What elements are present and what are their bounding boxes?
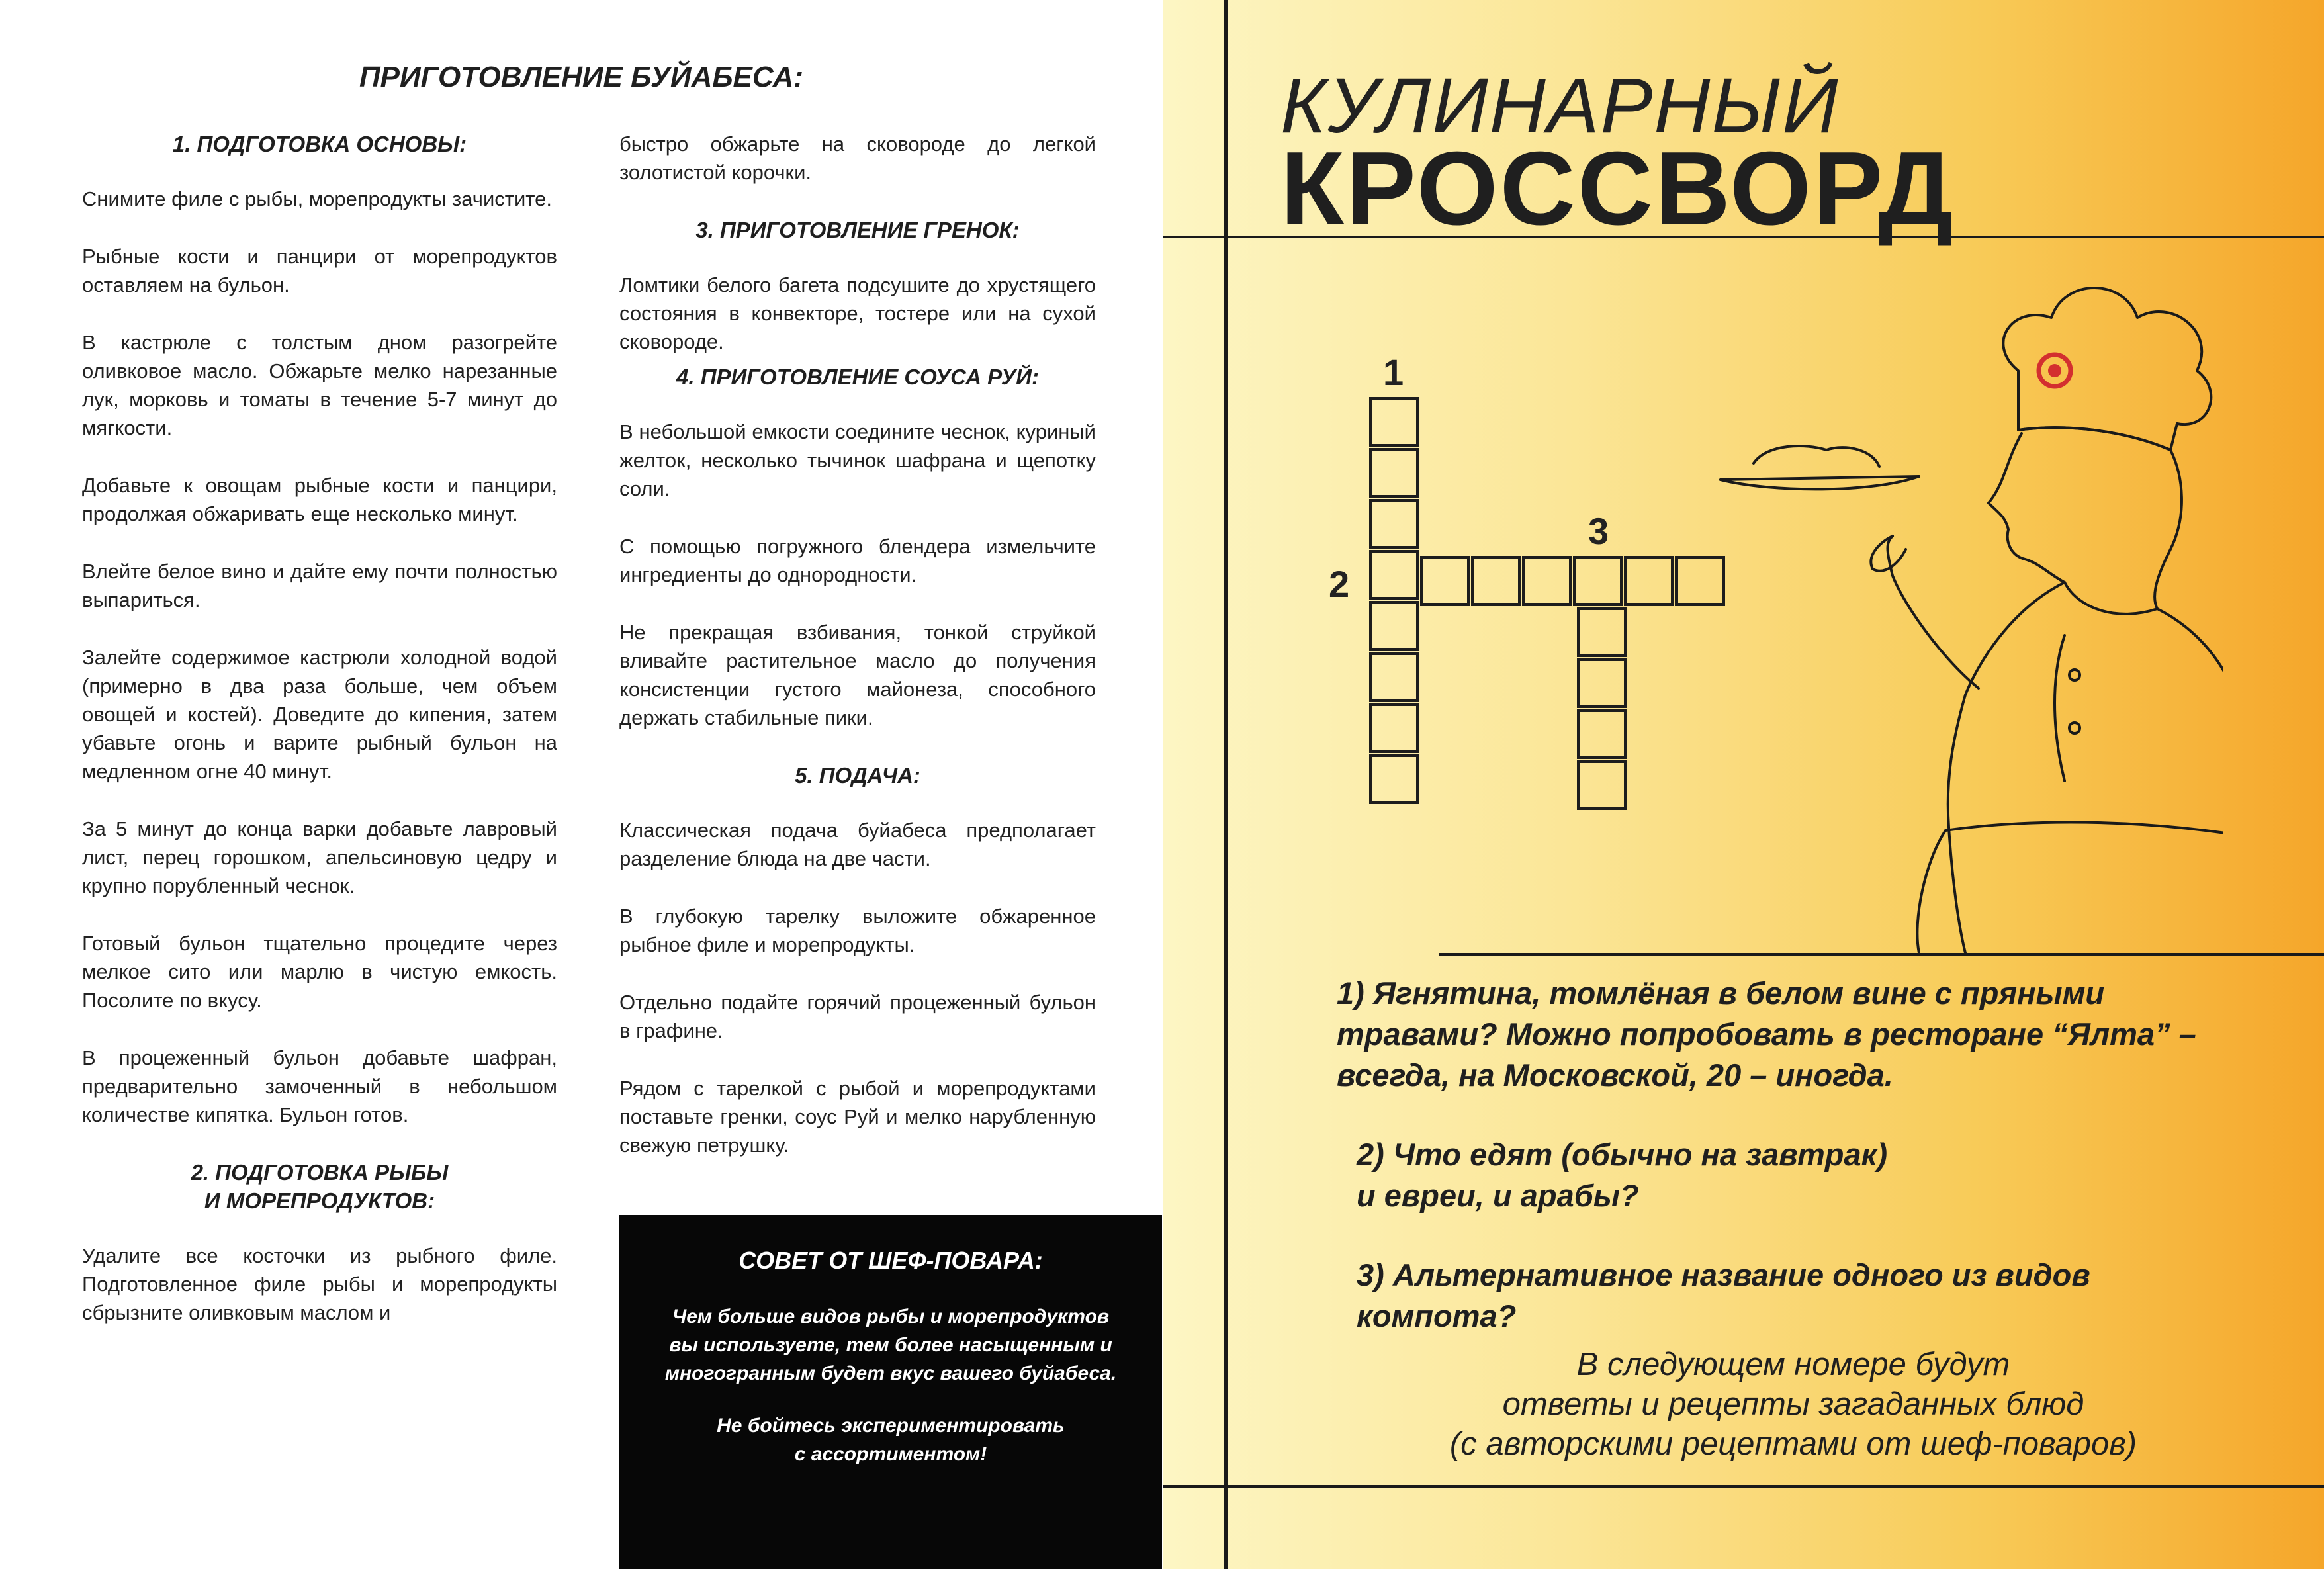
step-text: Удалите все косточки из рыбного филе. Подготовленное филе рыбы и морепродукты сбрызните оливковым маслом и: [82, 1244, 557, 1324]
step-text: Рядом с тарелкой с рыбой и морепродуктами поставьте гренки, соус Руй и мелко нарубленную свежую петрушку.: [619, 1077, 1096, 1157]
chef-illustration-icon: [1694, 265, 2223, 960]
recipe-column-2: [619, 130, 1096, 1188]
crossword-cell[interactable]: [1369, 601, 1419, 651]
step-text: Влейте белое вино и дайте ему почти полностью выпариться.: [82, 560, 557, 611]
clue-number-2: 2: [1329, 563, 1350, 605]
crossword-cell[interactable]: [1573, 556, 1623, 606]
recipe-column-1: [82, 130, 557, 1356]
question-1: 1) Ягнятина, томлёная в белом вине с пряными травами? Можно попробовать в ресторане “Ялта” – всегда, на Московской, 20 – иногда.: [1337, 975, 2196, 1093]
section-heading: 3. ПРИГОТОВЛЕНИЕ ГРЕНОК:: [695, 218, 1020, 242]
crossword-cell[interactable]: [1577, 760, 1627, 810]
tip-title: СОВЕТ ОТ ШЕФ-ПОВАРА:: [738, 1247, 1043, 1274]
clue-number-3: 3: [1588, 510, 1609, 552]
step-text: Залейте содержимое кастрюли холодной водой (примерно в два раза больше, чем объем овощей и костей). Доведите до кипения, затем убавьте огонь и варите рыбный бульон на медленном огне 40 минут.: [82, 646, 557, 783]
crossword-cell[interactable]: [1471, 556, 1521, 606]
section-heading: 4. ПРИГОТОВЛЕНИЕ СОУСА РУЙ:: [676, 365, 1039, 389]
question-2: 2) Что едят (обычно на завтрак) и евреи, и арабы?: [1357, 1137, 1888, 1213]
section-heading: 2. ПОДГОТОВКА РЫБЫ И МОРЕПРОДУКТОВ:: [191, 1160, 449, 1213]
step-text: В глубокую тарелку выложите обжаренное рыбное филе и морепродукты.: [619, 905, 1096, 956]
crossword-cell[interactable]: [1420, 556, 1470, 606]
step-text: Отдельно подайте горячий процеженный бульон в графине.: [619, 991, 1096, 1042]
step-text: Снимите филе с рыбы, морепродукты зачистите.: [82, 187, 552, 210]
crossword-questions: [1337, 973, 2250, 1375]
crossword-cell[interactable]: [1369, 550, 1419, 600]
divider-horizontal-bottom: [1163, 1485, 2324, 1488]
crossword-cell[interactable]: [1577, 607, 1627, 657]
chef-tip-box: [619, 1215, 1162, 1569]
crossword-cell[interactable]: [1369, 397, 1419, 447]
step-text: В процеженный бульон добавьте шафран, предварительно замоченный в небольшом количестве кипятка. Бульон готов.: [82, 1046, 557, 1126]
step-text: За 5 минут до конца варки добавьте лавровый лист, перец горошком, апельсиновую цедру и крупно порубленный чеснок.: [82, 817, 557, 897]
crossword-cell[interactable]: [1369, 703, 1419, 753]
crossword-cell[interactable]: [1369, 499, 1419, 549]
crossword-cell[interactable]: [1369, 754, 1419, 804]
crossword-cell[interactable]: [1369, 652, 1419, 702]
crossword-cell[interactable]: [1522, 556, 1572, 606]
crossword-cell[interactable]: [1577, 709, 1627, 759]
tip-text: Чем больше видов рыбы и морепродуктов вы используете, тем более насыщенным и многогранным будет вкус вашего буйабеса.: [664, 1306, 1117, 1384]
crossword-cell[interactable]: [1624, 556, 1674, 606]
step-text: Классическая подача буйабеса предполагает разделение блюда на две части.: [619, 819, 1096, 870]
step-text: Добавьте к овощам рыбные кости и панцири, продолжая обжаривать еще несколько минут.: [82, 474, 557, 525]
step-text: В кастрюле с толстым дном разогрейте оливковое масло. Обжарьте мелко нарезанные лук, морковь и томаты в течение 5-7 минут до мягкости.: [82, 331, 557, 439]
step-text: Ломтики белого багета подсушите до хрустящего состояния в конвекторе, тостере или на сухой сковороде.: [619, 273, 1096, 353]
crossword-cell[interactable]: [1577, 658, 1627, 708]
step-text: Не прекращая взбивания, тонкой струйкой вливайте растительное масло до получения консистенции густого майонеза, способного держать стабильные пики.: [619, 621, 1096, 729]
next-issue-note: В следующем номере будут ответы и рецепты загаданных блюд (с авторскими рецептами от шеф-поваров): [1449, 1347, 2137, 1462]
recipe-title: ПРИГОТОВЛЕНИЕ БУЙАБЕСА:: [359, 61, 804, 93]
step-text: С помощью погружного блендера измельчите ингредиенты до однородности.: [619, 535, 1096, 586]
step-text: Готовый бульон тщательно процедите через мелкое сито или марлю в чистую емкость. Посолите по вкусу.: [82, 932, 557, 1012]
crossword-title-line1: КУЛИНАРНЫЙ: [1280, 62, 1840, 150]
question-3: 3) Альтернативное название одного из видов компота?: [1357, 1257, 2090, 1333]
section-heading: 1. ПОДГОТОВКА ОСНОВЫ:: [172, 132, 467, 156]
crossword-cell[interactable]: [1369, 448, 1419, 498]
clue-number-1: 1: [1383, 351, 1404, 393]
step-text: быстро обжарьте на сковороде до легкой золотистой корочки.: [619, 132, 1096, 184]
step-text: Рыбные кости и панцири от морепродуктов оставляем на бульон.: [82, 245, 557, 296]
step-text: В небольшой емкости соедините чеснок, куриный желток, несколько тычинок шафрана и щепотку соли.: [619, 420, 1096, 500]
crossword-title-line2: КРОССВОРД: [1280, 130, 1955, 247]
section-heading: 5. ПОДАЧА:: [795, 763, 920, 787]
tip-text-2: Не бойтесь экспериментировать с ассортиментом!: [717, 1415, 1065, 1465]
